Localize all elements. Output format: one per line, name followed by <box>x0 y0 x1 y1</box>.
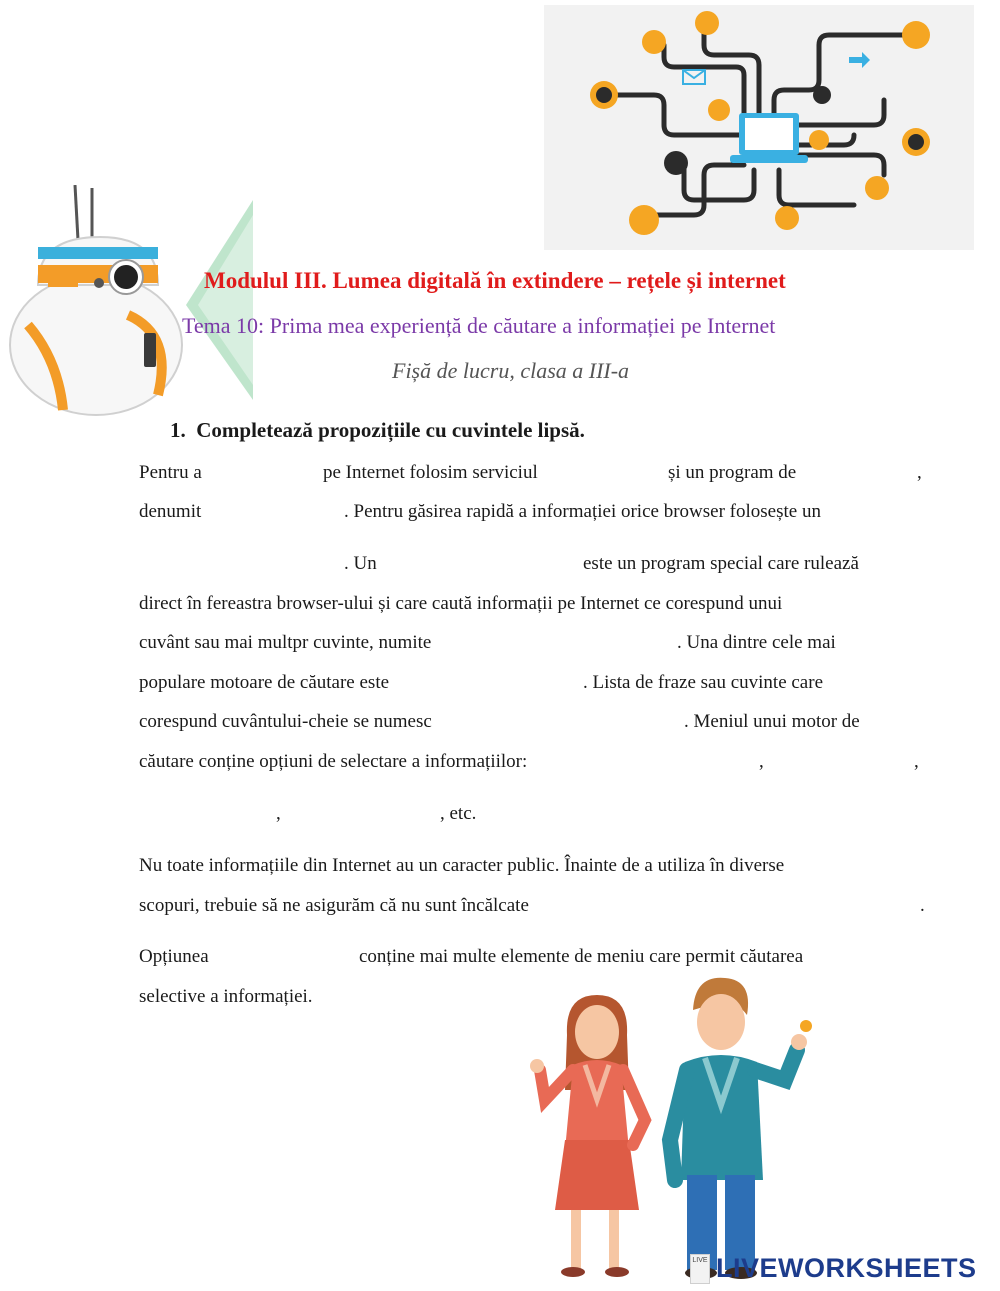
blank-field[interactable] <box>219 501 339 523</box>
blank-field[interactable] <box>494 632 674 654</box>
robot-illustration <box>8 185 253 420</box>
blank-field[interactable] <box>609 751 754 773</box>
logo-badge: LIVE <box>690 1254 710 1284</box>
blank-field[interactable] <box>227 946 357 968</box>
blank-field[interactable] <box>219 462 319 484</box>
blank-field[interactable] <box>441 672 581 694</box>
kids-illustration <box>525 970 825 1285</box>
blank-field[interactable] <box>769 751 909 773</box>
exercise-instruction <box>170 418 585 443</box>
paragraph-line: selective a informației. <box>139 986 313 1007</box>
sentence-line: direct în fereastra browser-ului și care caută informații pe Internet ce corespund unui <box>139 593 783 614</box>
module-title: Modulul III. Lumea digitală în extindere – rețele și internet <box>204 268 786 293</box>
blank-field[interactable] <box>139 553 339 575</box>
paragraph-line: Nu toate informațiile din Internet au un caracter public. Înainte de a utiliza în diverse <box>139 855 785 876</box>
blank-field[interactable] <box>284 803 439 825</box>
blank-field[interactable] <box>391 553 576 575</box>
blank-field[interactable] <box>829 462 914 484</box>
blank-field[interactable] <box>139 803 274 825</box>
liveworksheets-logo <box>690 1253 977 1285</box>
network-illustration <box>544 5 974 250</box>
logo-text: LIVEWORKSHEETS <box>716 1253 977 1283</box>
exercise-number: 1. <box>170 418 186 442</box>
blank-field[interactable] <box>607 895 917 917</box>
blank-field[interactable] <box>494 711 682 733</box>
exercise-instruction-text: Completează propozițiile cu cuvintele lipsă. <box>196 418 585 442</box>
topic-title: Tema 10: Prima mea experiență de căutare a informației pe Internet <box>182 313 776 338</box>
blank-field[interactable] <box>587 462 667 484</box>
worksheet-subtitle: Fișă de lucru, clasa a III-a <box>392 358 630 383</box>
